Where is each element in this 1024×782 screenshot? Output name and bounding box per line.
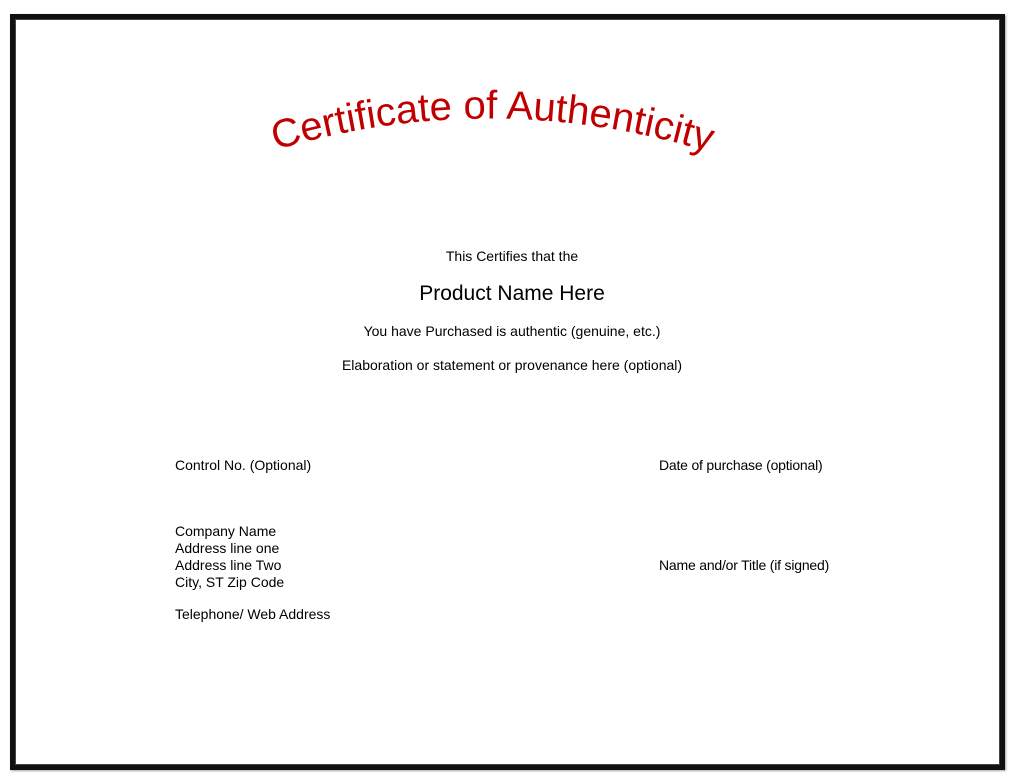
certificate-title (230, 80, 750, 190)
product-name: Product Name Here (419, 282, 605, 305)
telephone-web-address: Telephone/ Web Address (175, 606, 331, 622)
elaboration-statement: Elaboration or statement or provenance here (optional) (341, 357, 683, 373)
address-line-two: Address line Two (175, 557, 282, 573)
company-name: Company Name (175, 523, 277, 539)
signature-name-title: Name and/or Title (if signed) (659, 557, 830, 573)
address-line-one: Address line one (175, 540, 280, 556)
control-number: Control No. (Optional) (175, 457, 312, 473)
city-state-zip: City, ST Zip Code (175, 574, 285, 590)
svg-text:Certificate of Authenticity: Certificate of Authenticity (266, 83, 720, 161)
purchased-statement: You have Purchased is authentic (genuine, etc.) (363, 323, 661, 339)
certifies-line: This Certifies that the (445, 248, 579, 264)
date-of-purchase: Date of purchase (optional) (659, 457, 823, 473)
company-address (175, 523, 284, 591)
